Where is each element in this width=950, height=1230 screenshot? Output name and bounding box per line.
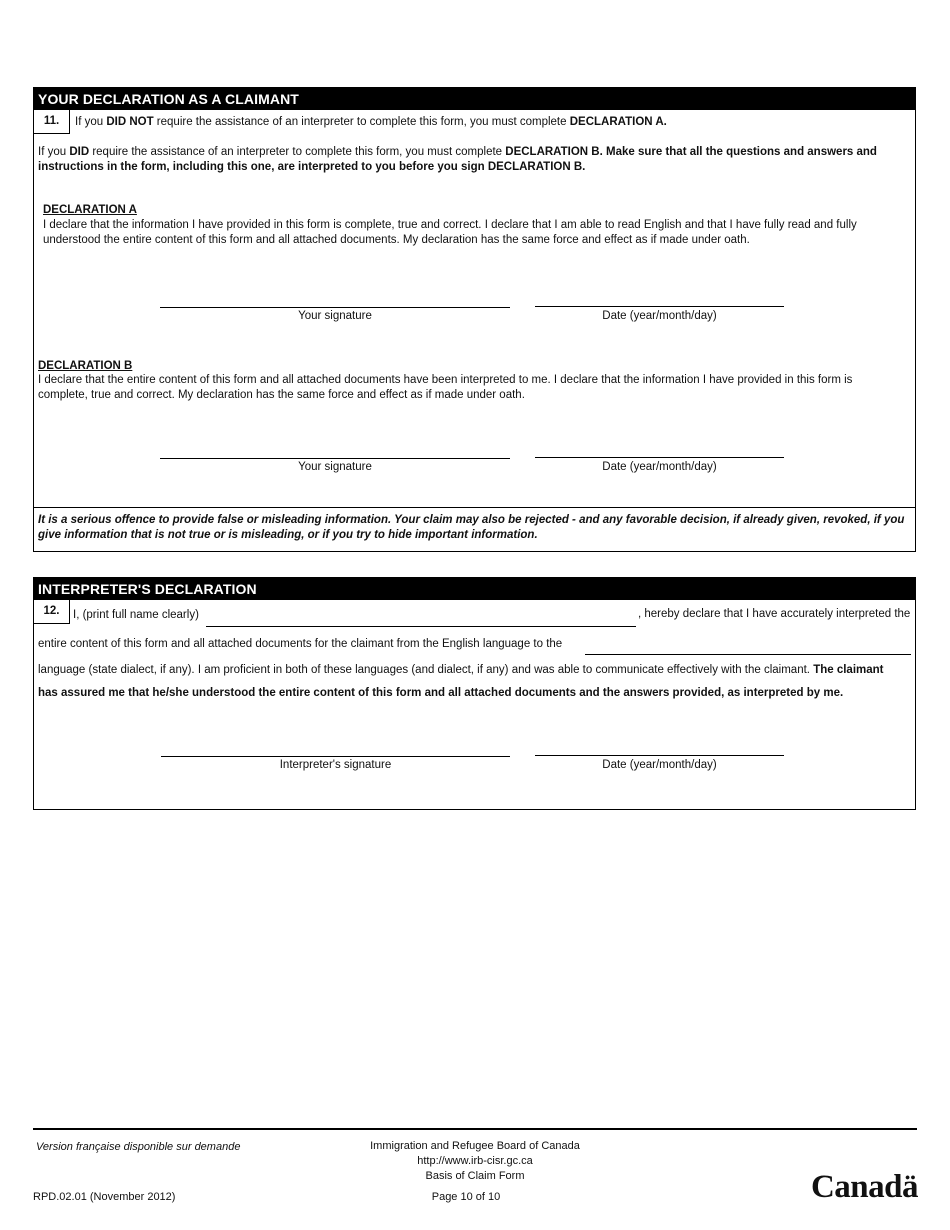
declaration-b-body: I declare that the entire content of this form and all attached documents have been interpreted to me. I declare that the information I have provided in this form is complete, true and correct. My declaration has the same force and effect as if made under oath. <box>38 374 853 401</box>
form-code: RPD.02.01 (November 2012) <box>33 1191 176 1203</box>
interpreter-line-2: entire content of this form and all attached documents for the claimant from the English language to the <box>38 638 563 650</box>
footer-form-name: Basis of Claim Form <box>425 1170 525 1182</box>
target-language-field[interactable] <box>585 634 911 655</box>
interpreter-instruction-text: If you DID require the assistance of an interpreter to complete this form, you must complete DECLARATION B. Make sure that all the questions and answers and instructions in the form, including this one, are interpreted to you before you sign DECLARATION B. <box>38 146 877 173</box>
interpreter-name-prompt: I, (print full name clearly) <box>73 609 199 621</box>
declaration-b-date-label: Date (year/month/day) <box>602 461 717 473</box>
declaration-b-signature-label: Your signature <box>298 461 372 473</box>
declaration-a-date-field[interactable] <box>535 306 784 307</box>
interpreter-date-label: Date (year/month/day) <box>602 759 717 771</box>
claimant-declaration-title: YOUR DECLARATION AS A CLAIMANT <box>34 88 915 110</box>
declaration-b-heading: DECLARATION B <box>38 360 133 372</box>
page-number: Page 10 of 10 <box>431 1191 501 1203</box>
declaration-a-signature-label: Your signature <box>298 310 372 322</box>
interpreter-declaration-title: INTERPRETER'S DECLARATION <box>34 578 915 600</box>
french-version-note: Version française disponible sur demande <box>36 1141 241 1153</box>
interpreter-signature-field[interactable] <box>161 756 510 757</box>
declaration-a-heading: DECLARATION A <box>43 204 137 216</box>
declaration-a-signature-field[interactable] <box>160 307 510 308</box>
footer-rule <box>33 1128 917 1130</box>
warning-divider <box>34 507 915 508</box>
interpreter-hereby-text: , hereby declare that I have accurately interpreted the <box>638 608 911 620</box>
canada-wordmark-logo: Canadä <box>810 1169 918 1205</box>
declaration-a-date-label: Date (year/month/day) <box>602 310 717 322</box>
declaration-a-body: I declare that the information I have provided in this form is complete, true and correct. I declare that I am able to read English and that I have fully read and fully understood the entire content of this form and all attached documents. My declaration has the same force and effect as if made under oath. <box>43 219 857 246</box>
claimant-declaration-section <box>33 87 916 552</box>
interpreter-signature-label: Interpreter's signature <box>279 759 392 771</box>
interpreter-line-3: language (state dialect, if any). I am proficient in both of these languages (and dialect, if any) and was able to communicate effectively with the claimant. The claimant <box>38 664 884 676</box>
declaration-b-signature-field[interactable] <box>160 458 510 459</box>
footer-url[interactable]: http://www.irb-cisr.gc.ca <box>417 1155 533 1167</box>
question-number-11: 11. <box>34 110 70 134</box>
false-information-warning: It is a serious offence to provide false or misleading information. Your claim may also be rejected - and any favorable decision, if already given, revoked, if you give information that is not true or is misleading, or if you try to hide important information. <box>38 514 905 541</box>
interpreter-declaration-section <box>33 577 916 810</box>
footer-organization: Immigration and Refugee Board of Canada <box>370 1140 580 1152</box>
interpreter-line-4: has assured me that he/she understood the entire content of this form and all attached documents and the answers provided, as interpreted by me. <box>38 687 844 699</box>
question-number-12: 12. <box>34 600 70 624</box>
question-11-text: If you DID NOT require the assistance of an interpreter to complete this form, you must complete DECLARATION A. <box>75 116 667 128</box>
declaration-b-date-field[interactable] <box>535 457 784 458</box>
interpreter-date-field[interactable] <box>535 755 784 756</box>
interpreter-name-field[interactable] <box>206 606 636 627</box>
